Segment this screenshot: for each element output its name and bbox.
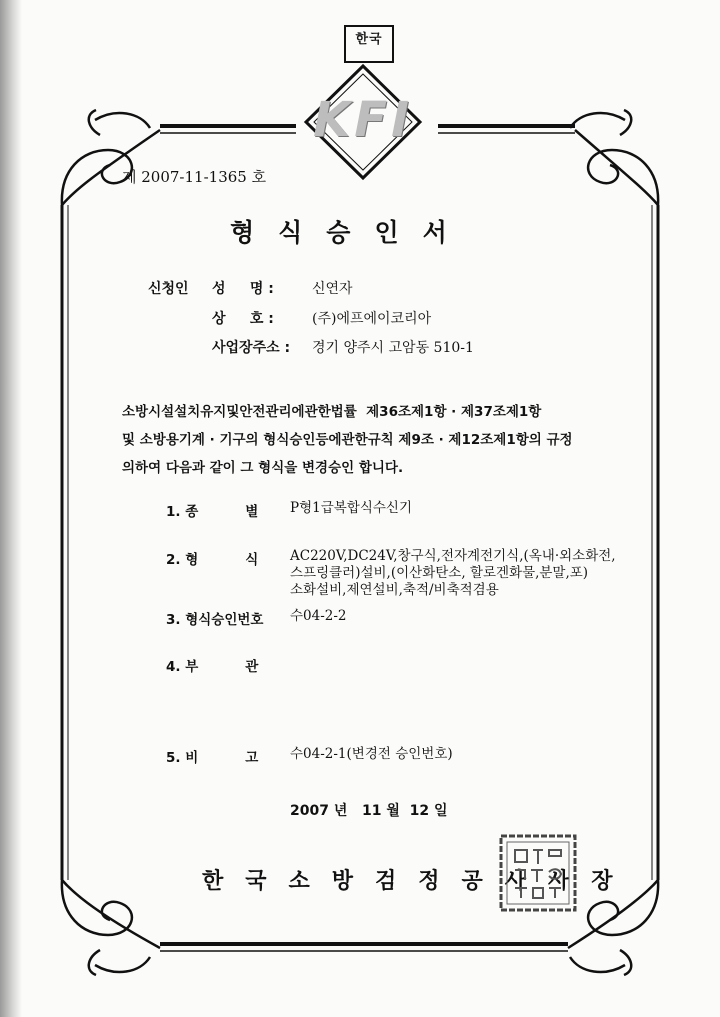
model-line: AC220V,DC24V,창구식,전자계전기식,(옥내·외소화전,: [290, 548, 616, 564]
page-title: 형식승인서: [230, 218, 471, 247]
emblem-label: 한국: [355, 32, 383, 47]
issuer-name: 한국소방검정공사사장: [202, 869, 635, 894]
kfi-logo: KFI: [313, 92, 413, 148]
issue-date: 2007 년 11 월 12 일: [290, 803, 448, 819]
remarks-label: 5. 비 고: [166, 750, 259, 766]
statement-line: 의하여 다음과 같이 그 형식을 변경승인 합니다.: [122, 460, 404, 476]
kind-label: 1. 종 별: [166, 504, 259, 520]
address-label: 사업장주소 :: [212, 340, 291, 356]
model-line: 소화설비,제연설비,축적/비축적겸용: [290, 582, 499, 598]
company-name: (주)에프에이코리아: [312, 311, 432, 327]
applicant-name: 신연자: [312, 281, 353, 297]
applicant-group-label: 신청인: [148, 281, 189, 297]
business-address: 경기 양주시 고암동 510-1: [312, 340, 474, 356]
certificate-number: 제 2007-11-1365 호: [122, 168, 267, 186]
remarks-value: 수04-2-1(변경전 승인번호): [290, 746, 453, 762]
statement-line: 및 소방용기계 · 기구의 형식승인등에관한규칙 제9조 · 제12조제1항의 규정: [122, 432, 573, 448]
kind-value: P형1급복합식수신기: [290, 500, 413, 516]
company-label: 상 호 :: [212, 311, 274, 327]
applicant-name-row: [148, 278, 353, 298]
approval-number-value: 수04-2-2: [290, 608, 347, 624]
approval-number-label: 3. 형식승인번호: [166, 612, 264, 628]
model-value: [290, 548, 660, 599]
statement-line: 소방시설설치유지및안전관리에관한법률 제36조제1항 · 제37조제1항: [122, 404, 542, 420]
model-label: 2. 형 식: [166, 552, 259, 568]
name-label: 성 명 :: [212, 281, 274, 297]
approval-statement: [122, 398, 622, 482]
model-line: 스프링클러)설비,(이산화탄소, 할로겐화물,분말,포): [290, 565, 589, 581]
attachment-label: 4. 부 관: [166, 659, 259, 675]
official-seal-stamp: [497, 832, 579, 914]
